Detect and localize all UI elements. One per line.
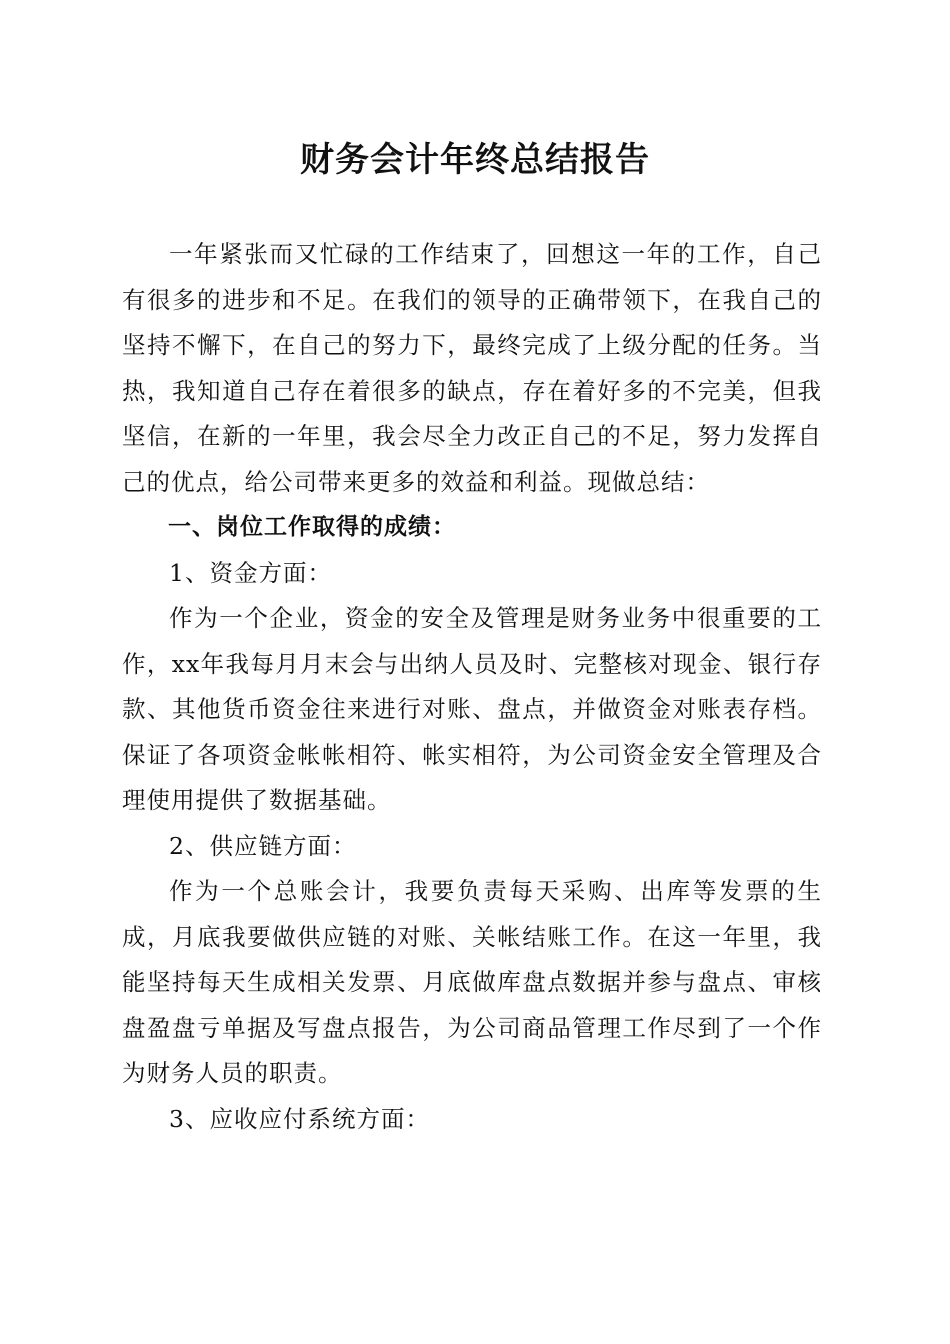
intro-paragraph: 一年紧张而又忙碌的工作结束了，回想这一年的工作，自己有很多的进步和不足。在我们的领导的正确带领下，在我自己的坚持不懈下，在自己的努力下，最终完成了上级分配的任务。当热，我知道自己存在着很多的缺点，存在着好多的不完美，但我坚信，在新的一年里，我会尽全力改正自己的不足，努力发挥自己的优点，给公司带来更多的效益和利益。现做总结： [122,240,822,496]
section-heading: 一、岗位工作取得的成绩： [168,514,456,540]
document-body [122,232,822,1142]
subsection-heading-receivables: 3、应收应付系统方面： [169,1104,430,1133]
supply-chain-paragraph: 作为一个总账会计，我要负责每天采购、出库等发票的生成，月底我要做供应链的对账、关帐结账工作。在这一年里，我能坚持每天生成相关发票、月底做库盘点数据并参与盘点、审核盘盈盘亏单据及写盘点报告，为公司商品管理工作尽到了一个作为财务人员的职责。 [122,877,822,1087]
funds-paragraph: 作为一个企业，资金的安全及管理是财务业务中很重要的工作，xx年我每月月末会与出纳人员及时、完整核对现金、银行存款、其他货币资金往来进行对账、盘点，并做资金对账表存档。保证了各项资金帐帐相符、帐实相符，为公司资金安全管理及合理使用提供了数据基础。 [122,604,822,814]
document-title: 财务会计年终总结报告 [300,140,650,180]
subsection-heading-supply-chain: 2、供应链方面： [169,831,357,860]
subsection-heading-funds: 1、资金方面： [169,558,332,587]
